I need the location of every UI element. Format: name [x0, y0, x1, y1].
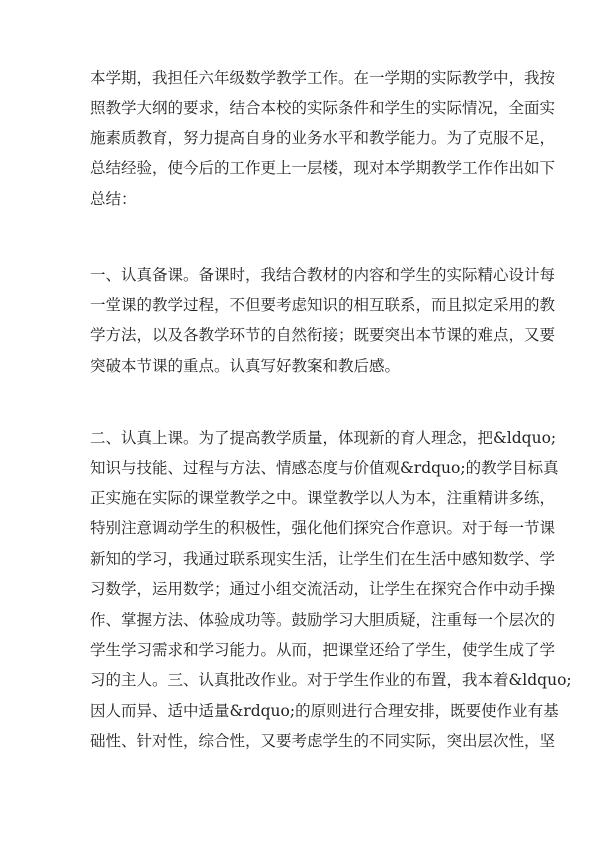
text-line: 知识与技能、过程与方法、情感态度与价值观&rdquo;的教学目标真 — [90, 459, 559, 477]
text-line: 习的主人。三、认真批改作业。对于学生作业的布置，我本着&ldquo; — [90, 671, 572, 689]
text-line: 总结经验，使今后的工作更上一层楼，现对本学期教学工作作出如下 — [90, 159, 556, 177]
text-line: 学方法，以及各教学环节的自然衔接；既要突出本节课的难点，又要 — [90, 326, 556, 344]
text-line: 一堂课的教学过程，不但要考虑知识的相互联系，而且拟定采用的教 — [90, 296, 556, 314]
text-line: 因人而异、适中适量&rdquo;的原则进行合理安排，既要使作业有基 — [90, 702, 559, 720]
text-line: 本学期，我担任六年级数学教学工作。在一学期的实际教学中，我按 — [90, 69, 556, 87]
text-line: 总结： — [90, 190, 137, 208]
text-line: 一、认真备课。备课时，我结合教材的内容和学生的实际精心设计每 — [90, 266, 556, 284]
text-line: 作、掌握方法、体验成功等。鼓励学习大胆质疑，注重每一个层次的 — [90, 611, 556, 629]
text-line: 正实施在实际的课堂教学之中。课堂教学以人为本，注重精讲多练， — [90, 489, 556, 507]
text-line: 突破本节课的重点。认真写好教案和教后感。 — [90, 357, 401, 375]
text-line: 础性、针对性，综合性，又要考虑学生的不同实际，突出层次性，坚 — [90, 732, 556, 750]
text-line: 特别注意调动学生的积极性，强化他们探究合作意识。对于每一节课 — [90, 519, 556, 537]
text-line: 新知的学习，我通过联系现实生活，让学生们在生活中感知数学、学 — [90, 550, 556, 568]
text-line: 习数学，运用数学；通过小组交流活动，让学生在探究合作中动手操 — [90, 580, 556, 598]
text-line: 学生学习需求和学习能力。从而，把课堂还给了学生，使学生成了学 — [90, 641, 556, 659]
text-line: 施素质教育，努力提高自身的业务水平和教学能力。为了克服不足， — [90, 129, 556, 147]
text-line: 照教学大纲的要求，结合本校的实际条件和学生的实际情况，全面实 — [90, 99, 556, 117]
text-line: 二、认真上课。为了提高教学质量，体现新的育人理念，把&ldquo; — [90, 429, 557, 447]
